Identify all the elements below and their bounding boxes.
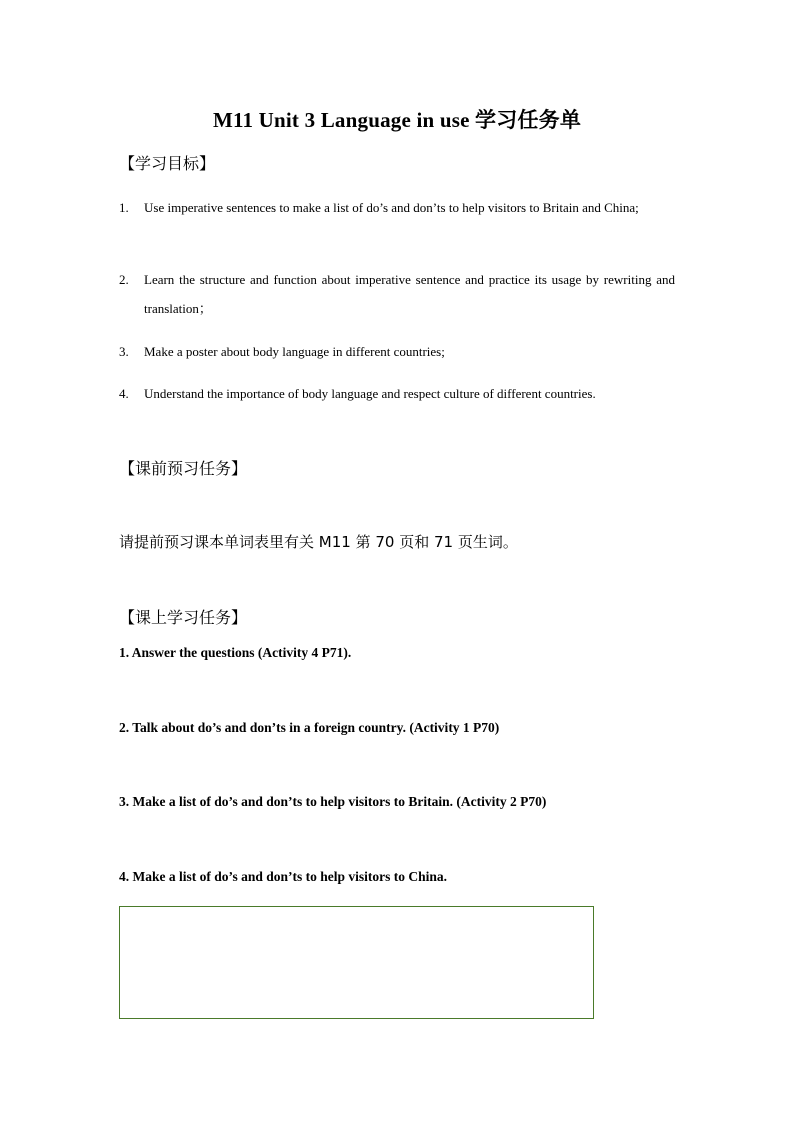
preview-heading: 【课前预习任务】 (119, 459, 248, 478)
objective-item (119, 193, 675, 222)
objective-text: Use imperative sentences to make a list of do’s and don’ts to help visitors to Britain and China; (144, 200, 639, 215)
task-item: 3. Make a list of do’s and don’ts to help visitors to Britain. (Activity 2 P70) (119, 794, 547, 809)
objectives-heading: 【学习目标】 (119, 154, 216, 173)
task-item: 4. Make a list of do’s and don’ts to help visitors to China. (119, 869, 448, 884)
objective-item (119, 379, 675, 408)
answer-box[interactable] (119, 906, 594, 1019)
objective-text: Learn the structure and function about imperative sentence and practice its usage by rewriting and translation； (144, 272, 675, 316)
objective-item (119, 265, 675, 323)
task-item: 2. Talk about do’s and don’ts in a foreign country. (Activity 1 P70) (119, 720, 500, 735)
preview-text: 请提前预习课本单词表里有关 M11 第 70 页和 71 页生词。 (119, 533, 518, 551)
page-title: M11 Unit 3 Language in use 学习任务单 (212, 108, 582, 132)
task-item: 1. Answer the questions (Activity 4 P71). (119, 645, 352, 660)
objective-item (119, 337, 675, 366)
objective-number: 2. (119, 272, 129, 287)
in-class-heading: 【课上学习任务】 (119, 608, 248, 627)
objective-text: Make a poster about body language in different countries; (144, 344, 445, 359)
objective-number: 3. (119, 344, 129, 359)
objective-number: 1. (119, 200, 129, 215)
objective-number: 4. (119, 386, 129, 401)
objective-text: Understand the importance of body language and respect culture of different countries. (144, 386, 596, 401)
